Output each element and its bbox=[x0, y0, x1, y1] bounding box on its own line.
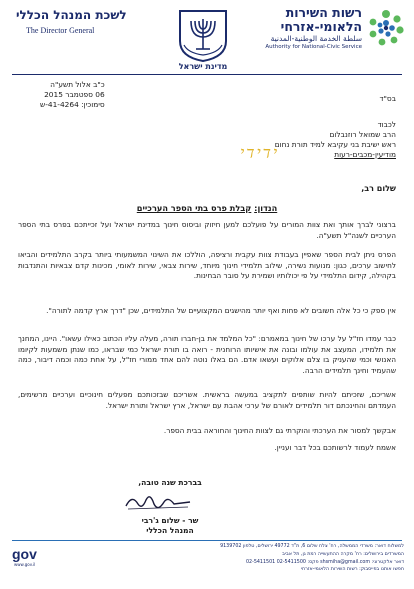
paragraph-6: אבקשך למסור את הערכתי והוקרתי גם לצוות החינוך והחוראה בבית הספר. bbox=[163, 426, 396, 435]
signature-scribble bbox=[118, 490, 198, 514]
signer bbox=[120, 516, 220, 536]
reference-number: סימוכין: 41-4264-ש bbox=[40, 100, 105, 109]
paragraph-4: כבר עמדו חז"ל על ערכו של חינוך במאמרם: "כל המלמד את בן-חברו תורה, מעלה עליו הכתוב כאילו עשאו". היינו, המחנך את תלמידו, המעצב את עולמו ובונה את אישיותו הרוחנית - רואה בו תורת ישראל כמי שבראו, כמו שנתן משמעות לקיומו האנושי וכמי שהעניק בו צלם אלוקים ועשאו אדם. הם באלו נוטה להם אחד ממורי חז"ל, על אחת כמה וכמה דיבור, כמה שהעמיד וחינך תלמידים הרבה. bbox=[18, 334, 396, 375]
footer-line-4: חפשו אותנו בפייסבוק: רשות השירות הלאומי-אזרחי bbox=[300, 567, 404, 573]
director-general-office-hebrew: לשכת המנהל הכללי bbox=[16, 8, 127, 22]
footer-line-3: דואר אלקטרוני: shsmiha@gmail.com פקס: 02-5411500 02-5411501 bbox=[245, 559, 404, 565]
authority-name-arabic: سلطة الخدمة الوطنية-المدنية bbox=[270, 34, 362, 43]
paragraph-1: ברצוני לברך אותך ואת צוות המורים על פועלכם למען חיזוק וביסוס חינוך במדינת ישראל ועל זכייתכם בפרס בתי הספר הערכיים לשנה"ל תשע"ה. bbox=[18, 220, 396, 240]
state-name: מדינת ישראל bbox=[178, 62, 228, 71]
footer-line-2: המשרדים בירושלים: רח' מקרה ההתעשייה רמת גן, תל אביב bbox=[282, 551, 404, 557]
gov-logo: gov bbox=[12, 546, 37, 562]
date-gregorian: 06 ספטמבר 2015 bbox=[44, 90, 105, 99]
authority-name-english: Authority for National-Civic Service bbox=[265, 44, 362, 50]
recipient-name: הרב שמואל רוזנבלום bbox=[329, 130, 396, 139]
paragraph-3: אין ספק כי כל אלה חשובים לא פחות ואף יותר מהישגים המקצועיים של התלמידים, שכן "דרך ארץ קדמה לתורה". bbox=[46, 306, 396, 315]
director-general-english: The Director General bbox=[26, 26, 95, 35]
signature-block bbox=[120, 478, 220, 487]
header-divider bbox=[12, 74, 402, 75]
footer-line-1: למשלוח דואר: משרדי הממשלה, רח' צלח שלום 6, ת"ד 49772 ירושלים, טלפון 9139702 bbox=[220, 544, 404, 549]
closing-line: בברכת שנה טובה, bbox=[138, 478, 202, 487]
paragraph-7: אשמח לעמוד לרשותכם בכל דבר ועניין. bbox=[274, 443, 396, 452]
authority-name-line1: רשות השירות bbox=[285, 5, 362, 20]
recipient-place: מודיעין-מכבים-רעות bbox=[334, 150, 396, 159]
handwritten-note: ידידי bbox=[240, 143, 280, 162]
footer-contact bbox=[64, 543, 404, 574]
gov-logo-subtext: www.gov.il bbox=[14, 562, 36, 567]
footer-divider bbox=[12, 540, 402, 541]
recipient-block bbox=[275, 120, 396, 160]
authority-name-line2: הלאומי-אזרחי bbox=[280, 19, 362, 34]
paragraph-5: אשריכם, שזכיתם להיות שותפים לתקציב במעשה בראשית. אשריכם שבזכותכם מפעלים חינוכיים וערכיים מרשימים, העמדתם והחינכתם דור תלמידים לאורם של ערכי אהבת עם ישראל, ארץ ישראל ותורת ישראל. bbox=[18, 390, 396, 410]
greeting: שלום רב, bbox=[361, 184, 396, 193]
signer-title: המנהל הכללי bbox=[146, 526, 194, 535]
bsd-mark: בס"ד bbox=[379, 94, 396, 103]
subject-line bbox=[18, 203, 396, 213]
state-emblem-icon bbox=[176, 5, 230, 63]
to-line: לכבוד bbox=[377, 120, 396, 129]
signer-name: שר - שלום ג'רבי bbox=[141, 516, 199, 525]
paragraph-2: הפרס ניתן לבית הספר שאפיין בעבודת צוות עקבית ורציפה, הוללכו את השינוי המשמעותי ביותר בקרב התלמידים והביאו לחישוב ערכים, כגון: מנועות נשירה, שילוב תלמידי חינוך מיוחד, שירות צבאי, שירות לאומי, מכינות קדם צבאיות והתנדבות בקהילה, קידום התלמידי על פי יכולותיו ושמירת על סובר הבחינות. bbox=[18, 250, 396, 281]
date-hebrew: כ"ב אלול תשע"ה bbox=[50, 80, 105, 89]
subject-text: קבלת פרס בתי הספר הערכיים bbox=[136, 203, 252, 213]
authority-name-hebrew bbox=[281, 6, 362, 34]
recipient-title: ראש ישיבת בני עקיבא למיד תורת נחום bbox=[274, 140, 396, 149]
authority-logo bbox=[252, 6, 406, 54]
subject-label: הנדון: bbox=[254, 203, 278, 213]
letter-meta bbox=[40, 80, 105, 110]
authority-flower-icon bbox=[366, 8, 406, 48]
